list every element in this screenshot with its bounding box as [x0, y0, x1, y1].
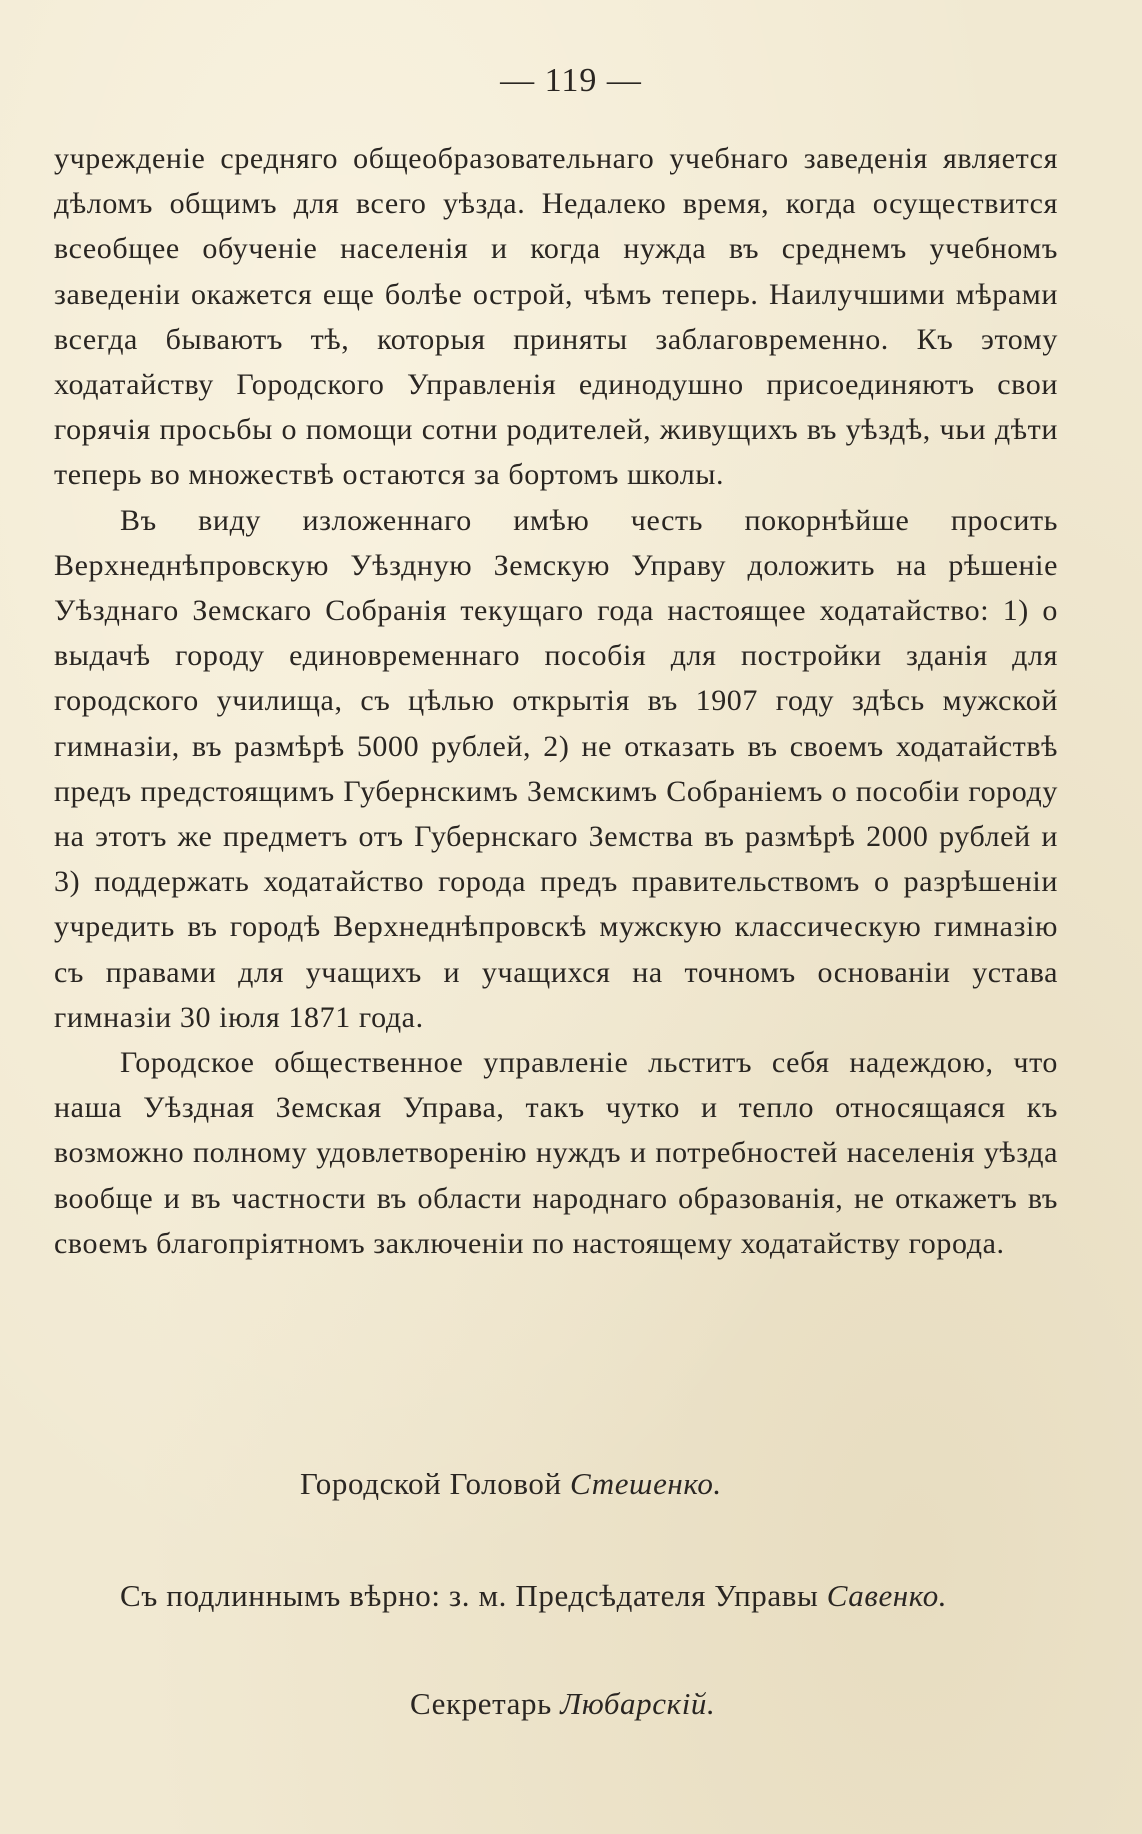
- page-number: — 119 —: [500, 62, 642, 99]
- secretary-title: Секретарь: [410, 1686, 552, 1721]
- paragraph-3: Городское общественное управленіе льститъ себя надеждою, что наша Уѣздная Земская Управа, такъ чутко и тепло относящаяся къ возможно полному удовлетворенію нуждъ и потребностей населенія уѣзда вообще и въ частности въ области народнаго образованія, не откажетъ въ своемъ благопріятномъ заключеніи по настоящему ходатайству города.: [54, 1046, 1058, 1260]
- certified-title: Съ подлиннымъ вѣрно: з. м. Предсѣдателя Управы: [120, 1578, 819, 1613]
- mayor-title: Городской Головой: [300, 1466, 562, 1501]
- certified-name: Савенко.: [826, 1578, 948, 1613]
- certified-signature: [120, 1578, 947, 1614]
- paragraph-2: Въ виду изложеннаго имѣю честь покорнѣйше просить Верхнеднѣпровскую Уѣздную Земскую Управу доложить на рѣшеніе Уѣзднаго Земскаго Собранія текущаго года настоящее ходатайство: 1) о выдачѣ городу единовременнаго пособія для постройки зданія для городского училища, съ цѣлью открытія въ 1907 году здѣсь мужской гимназіи, въ размѣрѣ 5000 рублей, 2) не отказать въ своемъ ходатайствѣ предъ предстоящимъ Губернскимъ Земскимъ Собраніемъ о пособіи городу на этотъ же предметъ отъ Губернскаго Земства въ размѣрѣ 2000 рублей и 3) поддержать ходатайство города предъ правительствомъ о разрѣшеніи учредить въ городѣ Верхнеднѣпровскѣ мужскую классическую гимназію съ правами для учащихъ и учащихся на точномъ основаніи устава гимназіи 30 іюля 1871 года.: [54, 503, 1058, 1034]
- secretary-signature: [410, 1686, 715, 1722]
- paragraph-1: учрежденіе средняго общеобразовательнаго учебнаго заведенія является дѣломъ общимъ для всего уѣзда. Недалеко время, когда осуществится всеобщее обученіе населенія и когда нужда въ среднемъ учебномъ заведеніи окажется еще болѣе острой, чѣмъ теперь. Наилучшими мѣрами всегда бываютъ тѣ, которыя приняты заблаговременно. Къ этому ходатайству Городского Управленія единодушно присоединяютъ свои горячія просьбы о помощи сотни родителей, живущихъ въ уѣздѣ, чьи дѣти теперь во множествѣ остаются за бортомъ школы.: [54, 142, 1058, 492]
- mayor-name: Стешенко.: [570, 1466, 722, 1501]
- mayor-signature: [300, 1466, 722, 1502]
- body-text: [54, 136, 1058, 1266]
- secretary-name: Любарскій.: [560, 1686, 716, 1721]
